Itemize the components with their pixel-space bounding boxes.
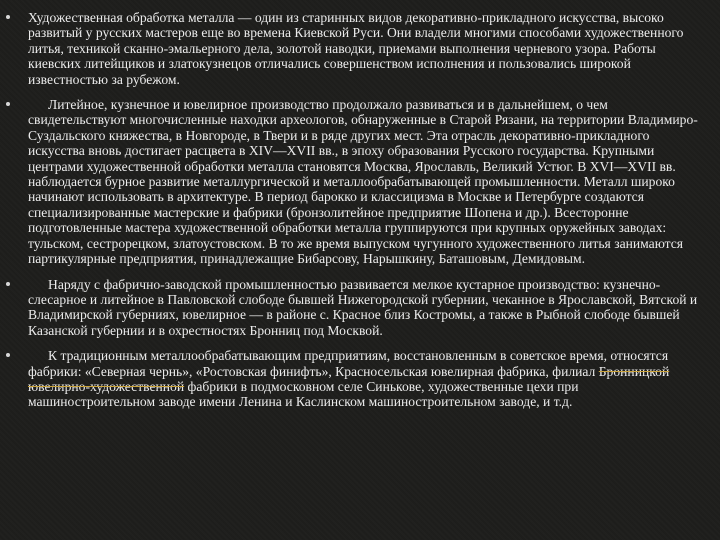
list-item <box>6 277 706 339</box>
bullet-icon <box>6 15 10 19</box>
bullet-icon <box>6 353 10 357</box>
paragraph-4-start: К традиционным металлообрабатывающим предприятиям, восстановленным в советское время, относятся фабрики: «Северная чернь», «Ростовская финифть», Красносельская ювелирная фабрика, филиал <box>28 348 669 379</box>
list-item <box>6 348 706 410</box>
paragraph-2: Литейное, кузнечное и ювелирное производство продолжало развиваться и в дальнейшем, о чем свидетельствуют многочисленные находки археологов, обнаруженные в Старой Рязани, на территории Владимиро-Суздальского княжества, в Новгороде, в Твери и в ряде других мест. Эта отрасль декоративно-прикладного искусства вновь достигает расцвета в XIV—XVII вв., в эпоху образования Русского государства. Крупными центрами художественной обработки металла становятся Москва, Ярославль, Великий Устюг. В XVI—XVII вв. наблюдается бурное развитие металлургической и металлообрабатывающей промышленности. Металл широко начинают использовать в архитектуре. В период барокко и классицизма в Москве и Петербурге создаются специализированные мастерские и фабрики (бронзолитейное предприятие Шопена и др.). Всесторонне подготовленные мастера художественной обработки металла группируются при крупных оружейных заводах: тульском, сестрорецком, златоустовском. В то же время выпуском чугунного художественного литья занимаются партикулярные предприятия, принадлежащие Бибарсову, Нарышкину, Баташовым, Демидовым. <box>28 97 698 267</box>
paragraph-1: Художественная обработка металла — один из старинных видов декоративно-прикладного искусства, высоко развитый у русских мастеров еще во времена Киевской Руси. Они владели многими способами художественного литья, техникой сканно-эмальерного дела, золотой наводки, приемами выполнения черневого узора. Работы киевских литейщиков и златокузнецов отличались совершенством исполнения и пользовались широкой известностью за рубежом. <box>28 10 684 87</box>
struck-text: Бронницкой ювелирно-художественной <box>28 363 670 394</box>
bullet-icon <box>6 282 10 286</box>
bullet-icon <box>6 102 10 106</box>
list-item <box>6 97 706 266</box>
list-item <box>6 10 706 87</box>
bullet-list <box>6 10 706 420</box>
paragraph-4-end: фабрики в подмосковном селе Синькове, художественные цехи при машиностроительном заводе имени Ленина и Каслинском машиностроительном заводе, и т.д. <box>28 378 579 410</box>
paragraph-4 <box>28 348 706 410</box>
paragraph-3: Наряду с фабрично-заводской промышленностью развивается мелкое кустарное производство: кузнечно-слесарное и литейное в Павловской слободе бывшей Нижегородской губернии, чеканное в Ярославской, Вятской и Владимирской губерниях, ювелирное — в районе с. Красное близ Костромы, а также в Рыбной слободе бывшей Казанской губернии и в охрестностях Бронниц под Москвой. <box>28 276 698 338</box>
